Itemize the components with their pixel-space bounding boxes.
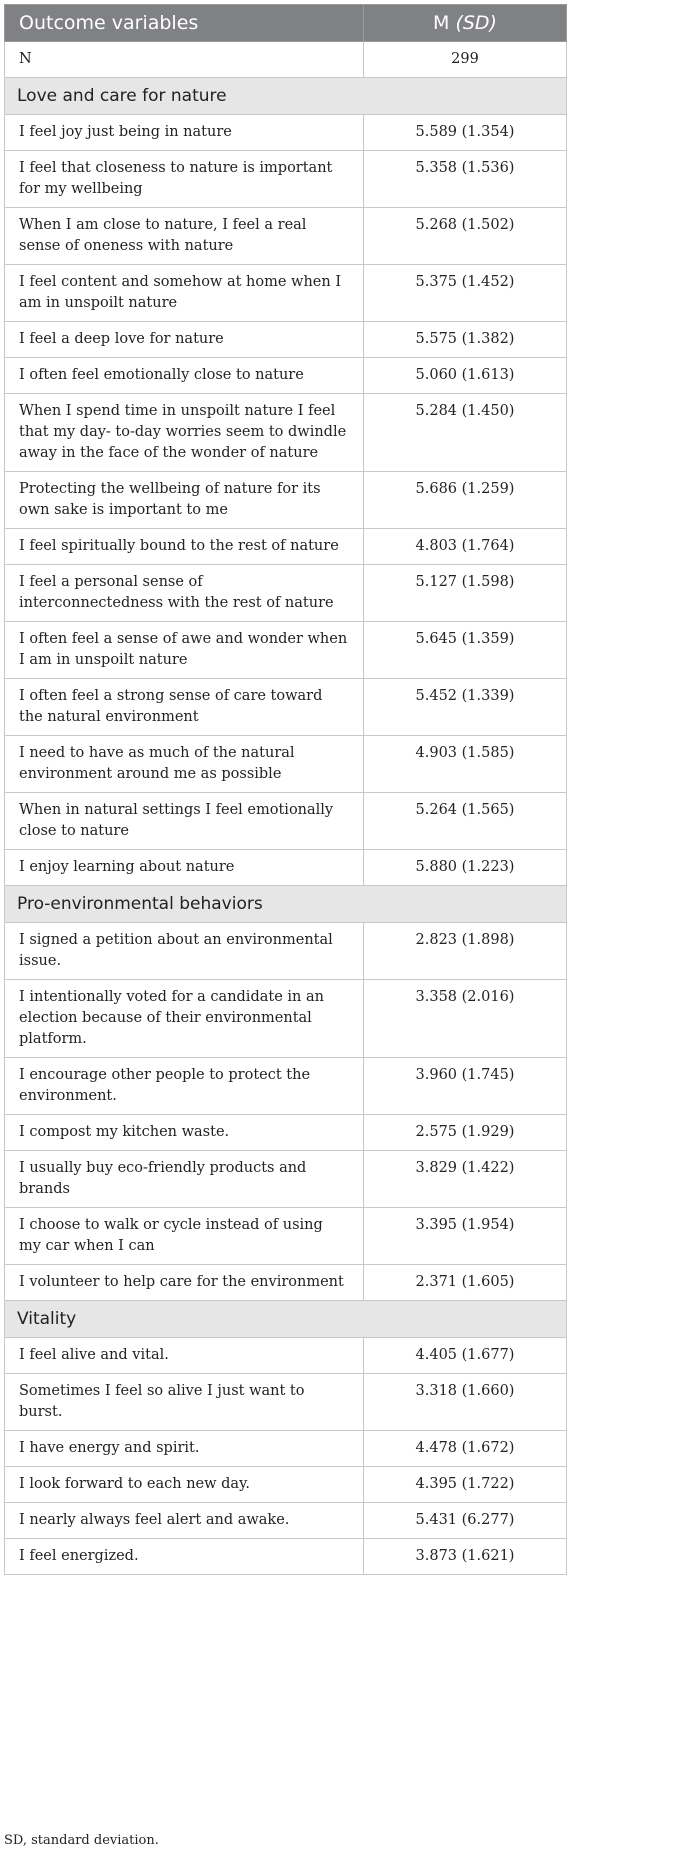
item-value: 3.358 (2.016) xyxy=(364,980,567,1058)
item-value: 5.686 (1.259) xyxy=(364,472,567,529)
table-footnote: SD, standard deviation. xyxy=(4,1833,159,1848)
item-text: I feel a deep love for nature xyxy=(5,322,364,358)
item-value: 5.268 (1.502) xyxy=(364,208,567,265)
item-text: When I spend time in unspoilt nature I feel that my day- to-day worries seem to dwindle away in the face of the wonder of nature xyxy=(5,394,364,472)
item-text: I compost my kitchen waste. xyxy=(5,1115,364,1151)
n-row xyxy=(5,42,567,78)
item-text: I feel joy just being in nature xyxy=(5,115,364,151)
item-text: I encourage other people to protect the environment. xyxy=(5,1058,364,1115)
item-value: 5.375 (1.452) xyxy=(364,265,567,322)
table-row xyxy=(5,565,567,622)
item-text: I feel energized. xyxy=(5,1539,364,1575)
item-value: 5.452 (1.339) xyxy=(364,679,567,736)
item-text: I choose to walk or cycle instead of using my car when I can xyxy=(5,1208,364,1265)
table-row xyxy=(5,736,567,793)
item-text: I feel content and somehow at home when I am in unspoilt nature xyxy=(5,265,364,322)
item-text: I nearly always feel alert and awake. xyxy=(5,1503,364,1539)
section-title: Pro-environmental behaviors xyxy=(5,886,567,923)
table-row xyxy=(5,1208,567,1265)
table-row xyxy=(5,472,567,529)
section-title: Vitality xyxy=(5,1301,567,1338)
item-value: 5.358 (1.536) xyxy=(364,151,567,208)
item-value: 2.371 (1.605) xyxy=(364,1265,567,1301)
table-row xyxy=(5,1115,567,1151)
item-text: I feel alive and vital. xyxy=(5,1338,364,1374)
header-outcome-variables: Outcome variables xyxy=(5,5,364,42)
item-text: I enjoy learning about nature xyxy=(5,850,364,886)
table-row xyxy=(5,980,567,1058)
item-text: I feel spiritually bound to the rest of nature xyxy=(5,529,364,565)
table-row xyxy=(5,1431,567,1467)
item-value: 4.803 (1.764) xyxy=(364,529,567,565)
table-row xyxy=(5,850,567,886)
item-text: I have energy and spirit. xyxy=(5,1431,364,1467)
table-row xyxy=(5,1374,567,1431)
table-row xyxy=(5,793,567,850)
header-sd-label: (SD) xyxy=(455,12,497,34)
item-value: 3.960 (1.745) xyxy=(364,1058,567,1115)
item-value: 2.823 (1.898) xyxy=(364,923,567,980)
item-value: 5.575 (1.382) xyxy=(364,322,567,358)
table-body xyxy=(5,42,567,1575)
item-text: I often feel a sense of awe and wonder when I am in unspoilt nature xyxy=(5,622,364,679)
section-header-row xyxy=(5,886,567,923)
header-mean-label: M xyxy=(433,12,456,34)
item-text: I intentionally voted for a candidate in an election because of their environmental platform. xyxy=(5,980,364,1058)
item-text: I feel a personal sense of interconnectedness with the rest of nature xyxy=(5,565,364,622)
item-value: 5.589 (1.354) xyxy=(364,115,567,151)
section-title: Love and care for nature xyxy=(5,78,567,115)
section-header-row xyxy=(5,78,567,115)
table-row xyxy=(5,208,567,265)
table-row xyxy=(5,265,567,322)
outcome-variables-table xyxy=(4,4,567,1575)
item-value: 5.127 (1.598) xyxy=(364,565,567,622)
table-header-row xyxy=(5,5,567,42)
item-text: I usually buy eco-friendly products and brands xyxy=(5,1151,364,1208)
table-row xyxy=(5,1467,567,1503)
item-value: 5.880 (1.223) xyxy=(364,850,567,886)
item-value: 3.318 (1.660) xyxy=(364,1374,567,1431)
table-row xyxy=(5,1058,567,1115)
table-row xyxy=(5,1503,567,1539)
item-text: I often feel a strong sense of care toward the natural environment xyxy=(5,679,364,736)
item-value: 4.395 (1.722) xyxy=(364,1467,567,1503)
item-value: 5.431 (6.277) xyxy=(364,1503,567,1539)
item-value: 5.060 (1.613) xyxy=(364,358,567,394)
item-text: I feel that closeness to nature is important for my wellbeing xyxy=(5,151,364,208)
table-row xyxy=(5,529,567,565)
item-text: Protecting the wellbeing of nature for its own sake is important to me xyxy=(5,472,364,529)
header-mean-sd xyxy=(364,5,567,42)
item-value: 5.645 (1.359) xyxy=(364,622,567,679)
table-row xyxy=(5,115,567,151)
section-header-row xyxy=(5,1301,567,1338)
item-text: I look forward to each new day. xyxy=(5,1467,364,1503)
table-row xyxy=(5,679,567,736)
item-value: 3.395 (1.954) xyxy=(364,1208,567,1265)
n-label: N xyxy=(5,42,364,78)
item-text: I often feel emotionally close to nature xyxy=(5,358,364,394)
table-row xyxy=(5,1151,567,1208)
item-value: 5.264 (1.565) xyxy=(364,793,567,850)
item-value: 2.575 (1.929) xyxy=(364,1115,567,1151)
table-row xyxy=(5,1338,567,1374)
item-value: 4.405 (1.677) xyxy=(364,1338,567,1374)
item-text: When in natural settings I feel emotionally close to nature xyxy=(5,793,364,850)
item-value: 3.873 (1.621) xyxy=(364,1539,567,1575)
table-row xyxy=(5,151,567,208)
item-value: 4.903 (1.585) xyxy=(364,736,567,793)
table-row xyxy=(5,1539,567,1575)
item-text: Sometimes I feel so alive I just want to burst. xyxy=(5,1374,364,1431)
item-text: I signed a petition about an environmental issue. xyxy=(5,923,364,980)
item-value: 4.478 (1.672) xyxy=(364,1431,567,1467)
table-row xyxy=(5,322,567,358)
item-text: When I am close to nature, I feel a real sense of oneness with nature xyxy=(5,208,364,265)
table-row xyxy=(5,622,567,679)
table-row xyxy=(5,923,567,980)
item-value: 3.829 (1.422) xyxy=(364,1151,567,1208)
table-row xyxy=(5,394,567,472)
n-value: 299 xyxy=(364,42,567,78)
table-row xyxy=(5,358,567,394)
table-row xyxy=(5,1265,567,1301)
item-value: 5.284 (1.450) xyxy=(364,394,567,472)
item-text: I need to have as much of the natural environment around me as possible xyxy=(5,736,364,793)
item-text: I volunteer to help care for the environment xyxy=(5,1265,364,1301)
